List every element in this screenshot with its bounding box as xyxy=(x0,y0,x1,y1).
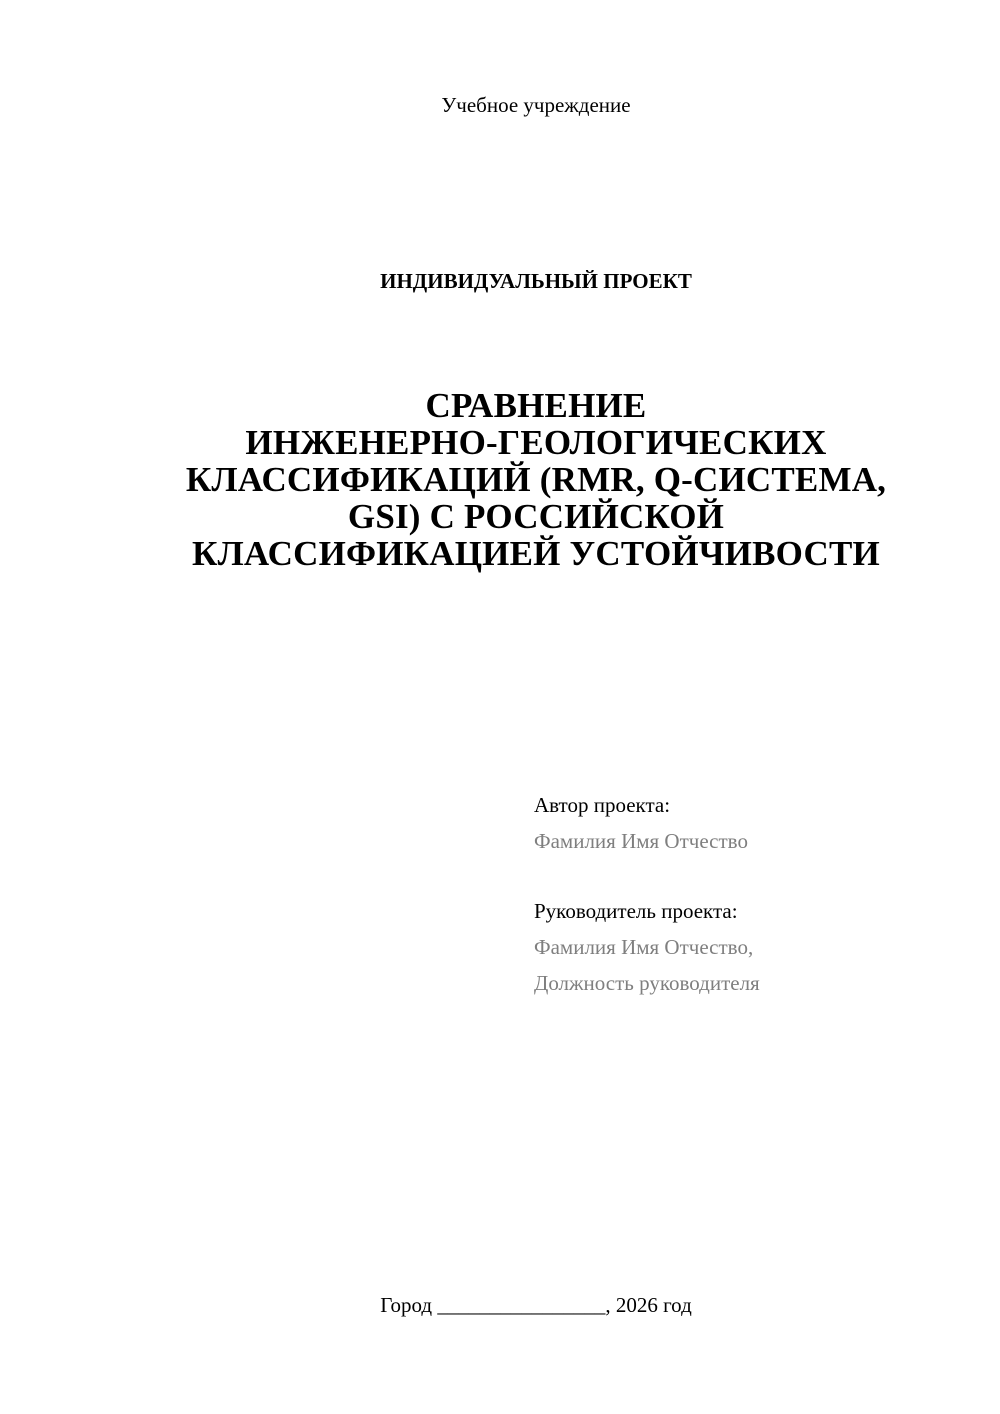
supervisor-name: Фамилия Имя Отчество, xyxy=(534,935,754,959)
project-type-heading: ИНДИВИДУАЛЬНЫЙ ПРОЕКТ xyxy=(380,269,692,293)
project-title-line: GSI) С РОССИЙСКОЙ xyxy=(347,497,725,536)
supervisor-block xyxy=(534,893,974,1001)
author-block xyxy=(534,787,974,859)
project-title-line: ИНЖЕНЕРНО-ГЕОЛОГИЧЕСКИХ xyxy=(245,423,827,462)
project-title xyxy=(140,387,932,572)
author-name: Фамилия Имя Отчество xyxy=(534,829,748,853)
project-title-line: КЛАССИФИКАЦИЙ (RMR, Q-СИСТЕМА, xyxy=(185,460,887,499)
author-label: Автор проекта: xyxy=(534,793,671,817)
supervisor-position: Должность руководителя xyxy=(534,971,760,995)
project-title-line: КЛАССИФИКАЦИЕЙ УСТОЙЧИВОСТИ xyxy=(192,534,880,573)
project-title-line: СРАВНЕНИЕ xyxy=(425,386,647,425)
city-year-footer: Город ________________, 2026 год xyxy=(380,1293,692,1317)
institution-name: Учебное учреждение xyxy=(441,93,631,117)
supervisor-label: Руководитель проекта: xyxy=(534,899,738,923)
